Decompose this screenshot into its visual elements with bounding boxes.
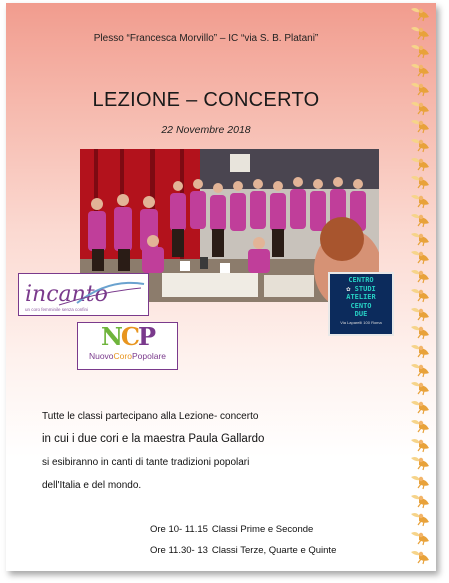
- schedule-classes: Classi Terze, Quarte e Quinte: [211, 545, 337, 556]
- angel-icon: [409, 361, 431, 378]
- angel-icon: [409, 417, 431, 434]
- angel-icon: [409, 379, 431, 396]
- schedule-time: Ore 10- 11.15: [150, 524, 208, 535]
- angel-icon: [409, 136, 431, 153]
- angel-icon: [409, 492, 431, 509]
- angel-icon: [409, 80, 431, 97]
- angel-icon: [409, 173, 431, 190]
- description-line-3: si esibiranno in canti di tante tradizioni popolari: [42, 457, 250, 468]
- nuovo-coro-popolare-logo: [77, 322, 178, 370]
- school-header: Plesso “Francesca Morvillo” – IC “via S. B. Platani”: [93, 33, 319, 44]
- poster-page: [6, 3, 436, 571]
- description-line-1: Tutte le classi partecipano alla Lezione- concerto: [42, 411, 259, 422]
- incanto-logo-tagline: un coro femminile senza confini: [25, 307, 89, 312]
- angel-icon: [409, 230, 431, 247]
- angel-icon: [409, 286, 431, 303]
- angel-icon: [409, 24, 431, 41]
- angel-icon: [409, 342, 431, 359]
- angel-icon: [409, 548, 431, 565]
- angel-icon: [409, 248, 431, 265]
- ncp-monogram: NCP: [100, 322, 155, 351]
- schedule-row: [150, 540, 390, 561]
- angel-icon: [409, 192, 431, 209]
- page-title: LEZIONE – CONCERTO: [92, 89, 320, 111]
- schedule-classes: Classi Prime e Seconde: [211, 524, 314, 535]
- description-line-2: in cui i due cori e la maestra Paula Gallardo: [42, 433, 265, 445]
- schedule-time: Ore 11.30- 13: [150, 545, 208, 556]
- centro-line-4: CENTO: [350, 301, 372, 310]
- angel-icon: [409, 473, 431, 490]
- incanto-logo-image: [19, 274, 148, 315]
- ncp-wordmark: NuovoCoroPopolare: [88, 351, 167, 361]
- schedule-row: [150, 519, 390, 540]
- centro-flower-icon: ✿: [346, 284, 351, 293]
- schedule: [150, 519, 390, 561]
- centro-studi-logo: [328, 272, 394, 336]
- angel-icon: [409, 267, 431, 284]
- centro-line-5: DUE: [354, 310, 368, 318]
- angel-icon: [409, 305, 431, 322]
- angel-icon: [409, 436, 431, 453]
- incanto-logo-name: incanto: [25, 282, 108, 307]
- angel-icon: [409, 61, 431, 78]
- angel-icon: [409, 5, 431, 22]
- angel-icon: [409, 454, 431, 471]
- angel-icon: [409, 155, 431, 172]
- centro-line-2: ✿ STUDI: [346, 284, 376, 293]
- angel-icon: [409, 99, 431, 116]
- angel-border: [404, 3, 436, 571]
- event-date: 22 Novembre 2018: [161, 124, 251, 136]
- angel-icon: [409, 323, 431, 340]
- centro-line-1: CENTRO: [348, 276, 374, 284]
- event-description: [42, 405, 382, 497]
- angel-icon: [409, 42, 431, 59]
- angel-icon: [409, 398, 431, 415]
- angel-icon: [409, 211, 431, 228]
- angel-icon: [409, 510, 431, 527]
- description-line-4: dell'Italia e del mondo.: [42, 480, 142, 491]
- angel-icon: [409, 529, 431, 546]
- centro-address: Via Laparelli 100 Roma: [340, 319, 382, 325]
- centro-line-3: ATELIER: [346, 293, 376, 301]
- incanto-logo: [18, 273, 149, 316]
- angel-icon: [409, 117, 431, 134]
